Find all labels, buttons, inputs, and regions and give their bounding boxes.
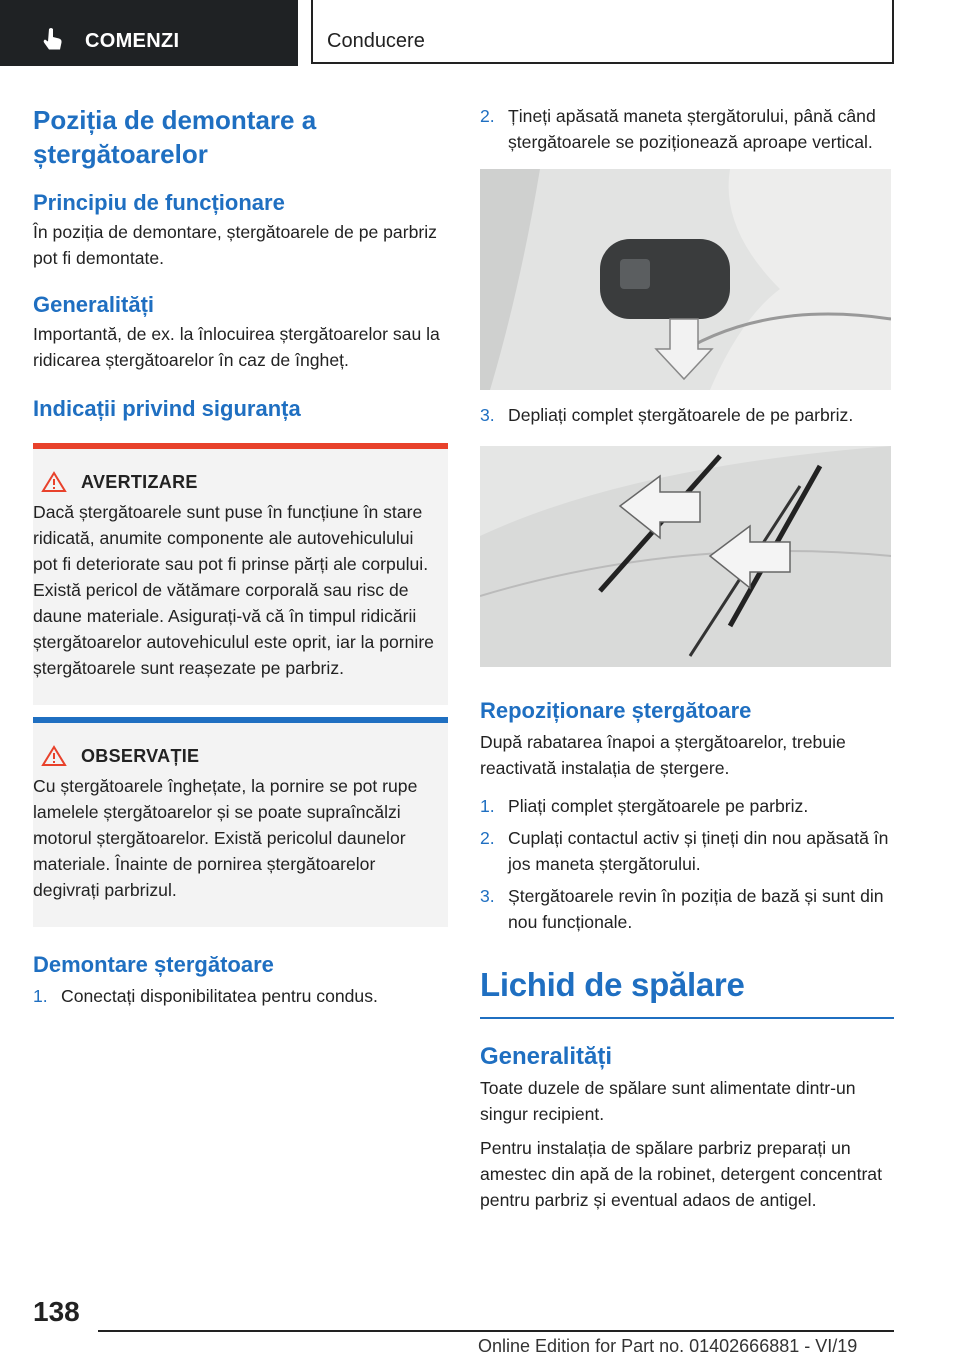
list-item: 1. Conectați disponibilitatea pentru condus. [33, 986, 378, 1006]
notice-text: Cu ștergătoarele înghețate, la pornire se pot rupe lamelele ștergătoarelor și se poate supraîncălzi motorul ștergătoarelor. Există pericolul daunelor materiale. Înainte de pornirea ștergătoarelor degivrați parbrizul. [33, 776, 418, 900]
left-column [33, 103, 448, 1009]
section-tab[interactable] [0, 0, 298, 66]
safety-heading: Indicații privind siguranța [33, 396, 301, 421]
chapter-tab[interactable] [311, 0, 894, 64]
wiper-stalk-illustration [480, 169, 891, 390]
windshield-illustration [480, 446, 891, 667]
notice-title: OBSERVAȚIE [81, 745, 200, 766]
hand-pointer-icon [40, 26, 66, 52]
removal-heading: Demontare ștergătoare [33, 952, 274, 977]
general-heading: Generalități [33, 292, 155, 317]
list-item: 3. Ștergătoarele revin în poziția de bază și sunt din nou funcționale. [480, 886, 884, 932]
section-tab-label: COMENZI [85, 30, 180, 52]
principle-text: În poziția de demontare, ștergătoarele de pe parbriz pot fi demontate. [33, 222, 437, 268]
warning-triangle-icon [41, 745, 67, 767]
warning-title: AVERTIZARE [81, 471, 198, 492]
notice-box [33, 723, 448, 927]
footer-divider [98, 1330, 894, 1332]
general-text: Importantă, de ex. la înlocuirea ștergătoarelor sau la ridicarea ștergătoarelor în caz de îngheț. [33, 324, 440, 370]
list-item: 1. Pliați complet ștergătoarele pe parbriz. [480, 796, 809, 816]
warning-text: Dacă ștergătoarele sunt puse în funcțiune în stare ridicată, anumite componente ale autovehiculului pot fi deteriorate sau pot fi prinse părți ale corpului. Există pericol de vătămare corporală sau risc de daune materiale. Asigurați-vă că în timpul ridicării ștergătoarelor autovehiculul este oprit, iar la pornire ștergătoarele sunt reașezate pe parbriz. [33, 502, 434, 678]
list-item: 3. Depliați complet ștergătoarele de pe parbriz. [480, 405, 854, 425]
page-number: 138 [33, 1296, 80, 1327]
warning-box [33, 449, 448, 705]
chapter-tab-label: Conducere [327, 30, 425, 52]
footer-edition: Online Edition for Part no. 01402666881 - VI/19 [478, 1336, 858, 1356]
fluid-text-2: Pentru instalația de spălare parbriz preparați un amestec din apă de la robinet, detergent concentrat pentru parbriz și eventual adaos de antigel. [480, 1138, 882, 1210]
windshield-image [480, 446, 891, 667]
stalk-image [480, 169, 891, 390]
list-item: 2. Cuplați contactul activ și țineți din nou apăsată în jos maneta ștergătorului. [480, 828, 889, 874]
reposition-heading: Repoziționare ștergătoare [480, 698, 752, 723]
warning-triangle-icon [41, 471, 67, 493]
page-title: Poziția de demontare a ștergătoarelor [33, 105, 317, 169]
right-column [480, 103, 895, 1213]
list-item: 2. Țineți apăsată maneta ștergătorului, până când ștergătoarele se poziționează aproape vertical. [480, 106, 876, 152]
principle-heading: Principiu de funcționare [33, 190, 285, 215]
fluid-title: Lichid de spălare [480, 966, 745, 1003]
fluid-text-1: Toate duzele de spălare sunt alimentate dintr-un singur recipient. [480, 1078, 856, 1124]
reposition-text: După rabatarea înapoi a ștergătoarelor, trebuie reactivată instalația de ștergere. [480, 732, 846, 778]
fluid-general-heading: Generalități [480, 1043, 613, 1070]
